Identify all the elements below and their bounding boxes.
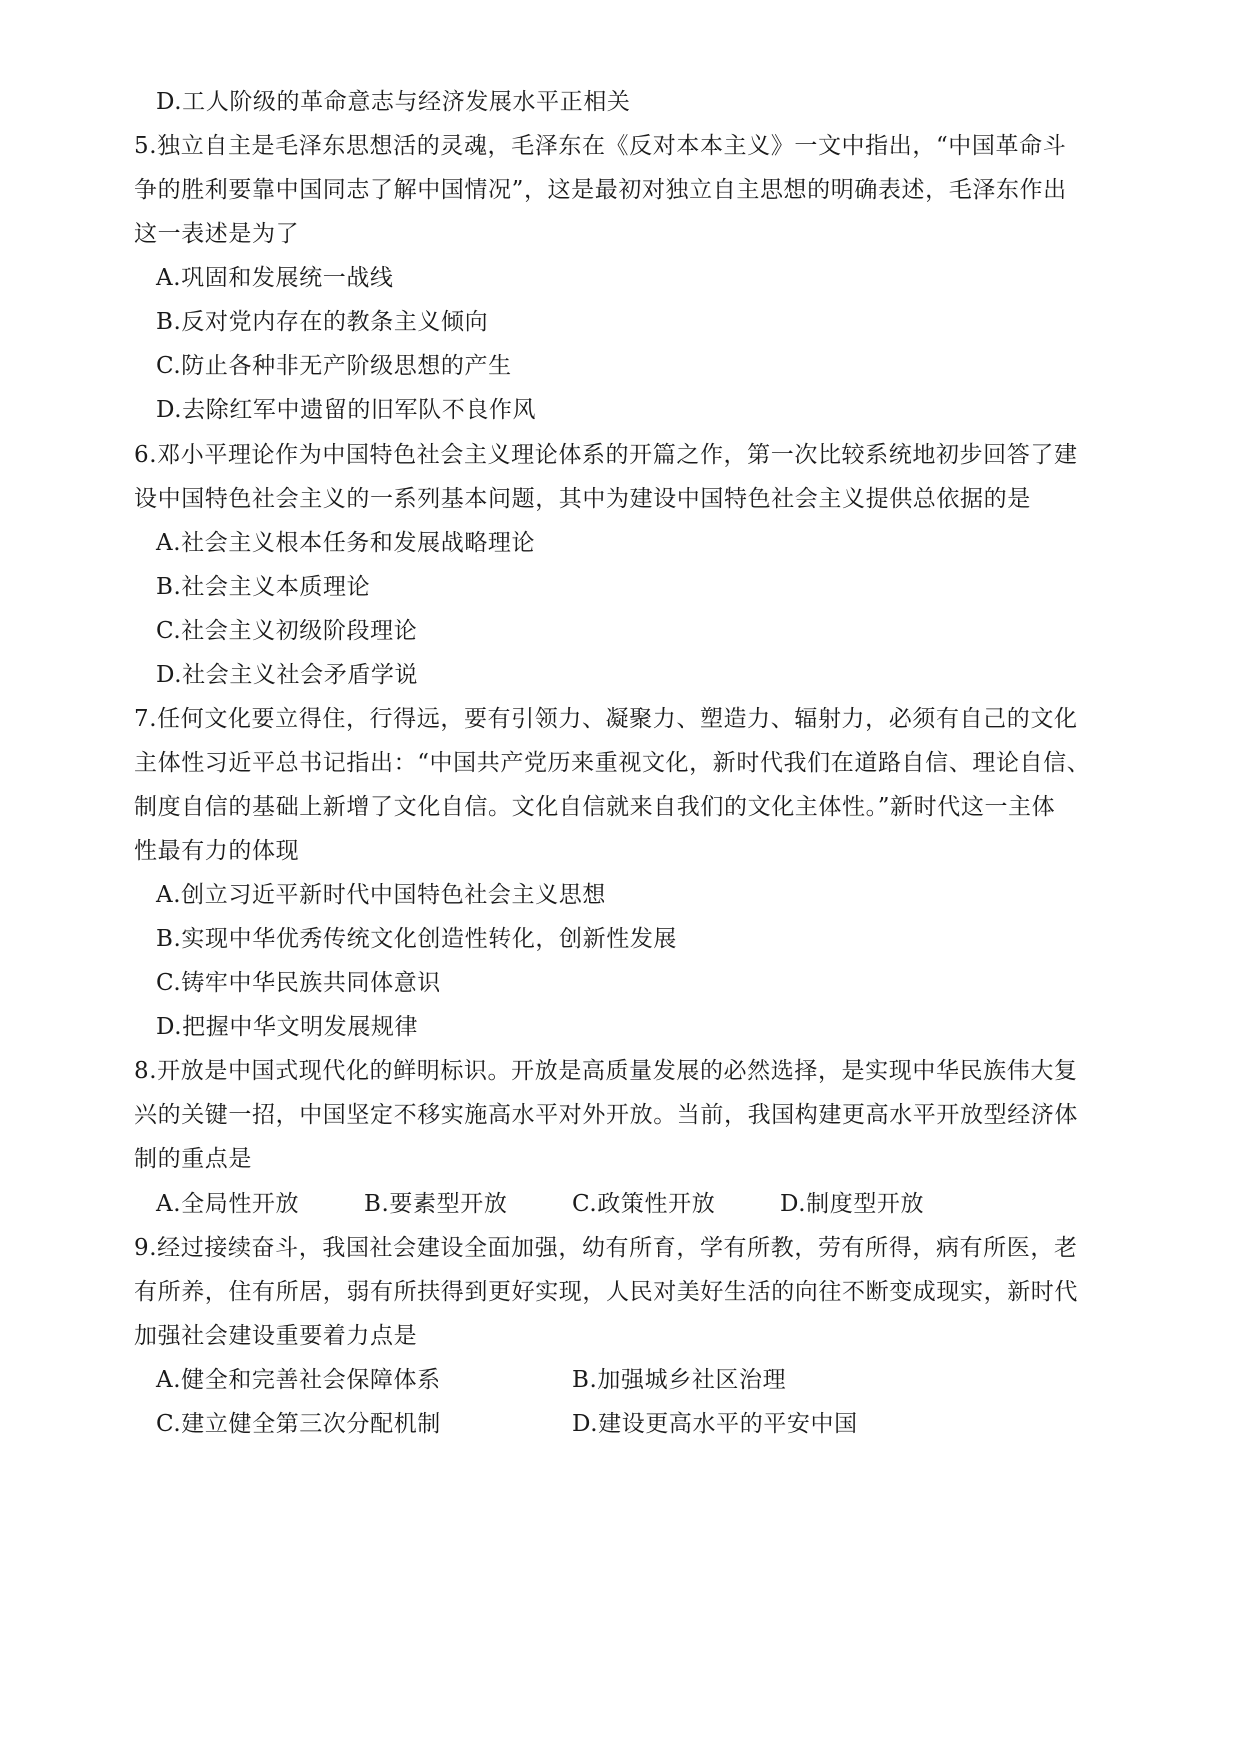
q5-stem-line-2: 争的胜利要靠中国同志了解中国情况”，这是最初对独立自主思想的明确表述，毛泽东作出 (134, 177, 1067, 203)
q8-option-d: D.制度型开放 (780, 1191, 925, 1217)
q8-stem-line-2: 兴的关键一招，中国坚定不移实施高水平对外开放。当前，我国构建更高水平开放型经济体 (134, 1102, 1078, 1128)
q4-option-d: D.工人阶级的革命意志与经济发展水平正相关 (156, 89, 631, 115)
q8-option-a: A.全局性开放 (156, 1191, 300, 1217)
q5-option-c: C.防止各种非无产阶级思想的产生 (156, 353, 512, 379)
q6-option-d: D.社会主义社会矛盾学说 (156, 662, 419, 688)
q8-stem-line-3: 制的重点是 (134, 1146, 252, 1172)
q7-option-d: D.把握中华文明发展规律 (156, 1014, 419, 1040)
q6-option-c: C.社会主义初级阶段理论 (156, 618, 418, 644)
q8-option-b: B.要素型开放 (364, 1191, 508, 1217)
q6-option-b: B.社会主义本质理论 (156, 574, 371, 600)
q9-option-d: D.建设更高水平的平安中国 (572, 1411, 858, 1437)
q8-option-c: C.政策性开放 (572, 1191, 716, 1217)
q6-stem-line-1: 6.邓小平理论作为中国特色社会主义理论体系的开篇之作，第一次比较系统地初步回答了建 (134, 442, 1078, 468)
q8-stem-line-1: 8.开放是中国式现代化的鲜明标识。开放是高质量发展的必然选择，是实现中华民族伟大复 (134, 1058, 1078, 1084)
q5-stem-line-3: 这一表述是为了 (134, 221, 300, 247)
q9-stem-line-1: 9.经过接续奋斗，我国社会建设全面加强，幼有所育，学有所教，劳有所得，病有所医，老 (134, 1235, 1078, 1261)
q9-option-b: B.加强城乡社区治理 (572, 1367, 787, 1393)
q7-stem-line-1: 7.任何文化要立得住，行得远，要有引领力、凝聚力、塑造力、辐射力，必须有自己的文化 (134, 706, 1078, 732)
q5-option-d: D.去除红军中遗留的旧军队不良作风 (156, 397, 537, 423)
q7-option-b: B.实现中华优秀传统文化创造性转化，创新性发展 (156, 926, 678, 952)
q5-option-a: A.巩固和发展统一战线 (156, 265, 394, 291)
q7-stem-line-4: 性最有力的体现 (134, 838, 300, 864)
q7-stem-line-3: 制度自信的基础上新增了文化自信。文化自信就来自我们的文化主体性。”新时代这一主体 (134, 794, 1056, 820)
q6-option-a: A.社会主义根本任务和发展战略理论 (156, 530, 536, 556)
q9-stem-line-3: 加强社会建设重要着力点是 (134, 1323, 418, 1349)
q5-option-b: B.反对党内存在的教条主义倾向 (156, 309, 489, 335)
q5-stem-line-1: 5.独立自主是毛泽东思想活的灵魂，毛泽东在《反对本本主义》一文中指出，“中国革命斗 (134, 133, 1067, 159)
q9-option-c: C.建立健全第三次分配机制 (156, 1411, 441, 1437)
q9-stem-line-2: 有所养，住有所居，弱有所扶得到更好实现，人民对美好生活的向往不断变成现实，新时代 (134, 1279, 1078, 1305)
q6-stem-line-2: 设中国特色社会主义的一系列基本问题，其中为建设中国特色社会主义提供总依据的是 (134, 486, 1031, 512)
q7-option-c: C.铸牢中华民族共同体意识 (156, 970, 441, 996)
q7-option-a: A.创立习近平新时代中国特色社会主义思想 (156, 882, 606, 908)
q9-option-a: A.健全和完善社会保障体系 (156, 1367, 441, 1393)
q7-stem-line-2: 主体性习近平总书记指出：“中国共产党历来重视文化，新时代我们在道路自信、理论自信、 (134, 750, 1091, 776)
